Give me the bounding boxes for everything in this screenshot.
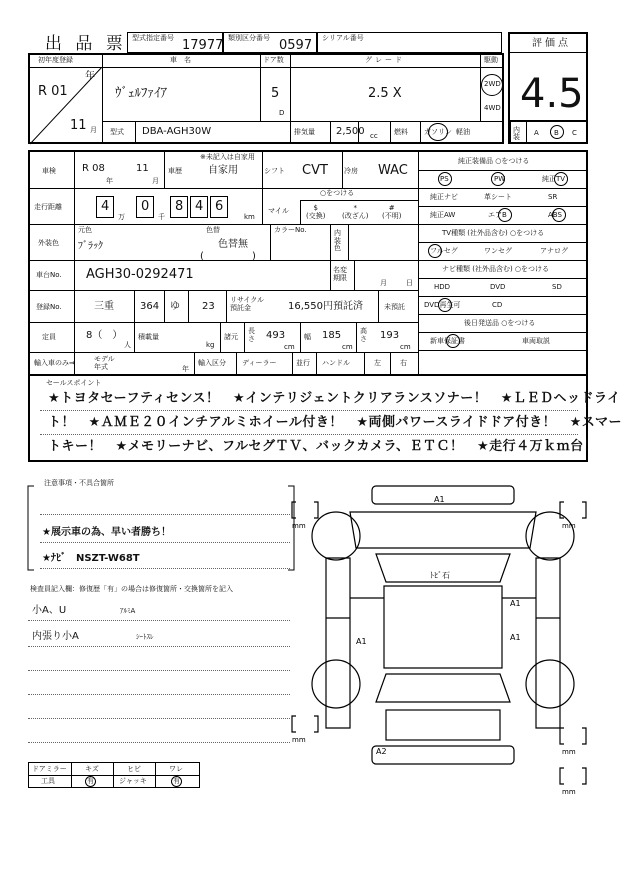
cc-unit: cc (370, 132, 378, 140)
height-cm: cm (400, 343, 411, 351)
genuine-title: 純正装備品 ○をつける (458, 157, 530, 165)
serial-label: シリアル番号 (322, 34, 364, 42)
reg-area: 三重 (94, 301, 114, 312)
equip-abs-circle (552, 208, 566, 222)
navi-dvd-circle (438, 298, 452, 312)
ac: WAC (378, 163, 408, 178)
sales-line-1: ★トヨタセーフティセンス！ ★インテリジェントクリアランスソナー！ ★ＬＥＤヘッドライ (48, 391, 621, 406)
inspection-label: 車検 (42, 167, 56, 175)
tv-title: TV種類 (社外品含む) ○をつける (442, 229, 545, 237)
ac-label: 冷房 (344, 167, 358, 175)
load-label: 積載量 (138, 333, 159, 341)
handle-right: 右 (400, 359, 407, 367)
reg-label: 登録No. (36, 303, 62, 311)
original-color: ﾌﾞﾗｯｸ (78, 241, 103, 252)
doors: 5 (271, 86, 280, 101)
mark-right-front-door: A1 (510, 599, 521, 608)
shift: CVT (302, 163, 328, 178)
type-no: 17977 (182, 38, 224, 53)
later-warranty-circle (446, 334, 460, 348)
inspector-row1-right: ｱﾙﾐA (120, 607, 136, 615)
legend-tools: 工具 (41, 777, 55, 785)
height-label: 高さ (360, 327, 367, 343)
car-name: ｳﾞｪﾙﾌｧｲｱ (115, 86, 167, 101)
chassis: AGH30-0292471 (86, 267, 194, 282)
grade-label: グレード (365, 56, 405, 64)
notes-label: 注意事項・不具合箇所 (44, 479, 114, 487)
note-line-1: ★展示車の為、早い者勝ち！ (42, 527, 171, 538)
legend-crack: ヒビ (127, 765, 141, 773)
sheet-title: 出 品 票 (45, 34, 127, 54)
equip-leather: 革シート (484, 193, 512, 201)
later-warranty: 新車保証書 (430, 337, 465, 345)
import-parallel: 並行 (296, 359, 310, 367)
equip-navi: 純正ナビ (430, 193, 458, 201)
paint-paren-close: ) (252, 251, 256, 262)
mileage-digit-4: 4 (195, 199, 204, 214)
equip-airbag: エアB (488, 211, 507, 219)
sales-label: セールスポイント (46, 379, 102, 387)
mileage-label: 走行距離 (34, 203, 62, 211)
navi-hdd: HDD (434, 283, 451, 291)
mileage-digit-1: 4 (101, 199, 110, 214)
equip-aw: 純正AW (430, 211, 456, 219)
width-label: 幅 (304, 333, 311, 341)
doors-label: ドア数 (263, 56, 284, 64)
inspection-month-unit: 月 (152, 177, 159, 185)
equip-pw-circle (491, 172, 505, 186)
mm-front-right: mm (562, 522, 576, 530)
inspection-month: 11 (136, 163, 149, 174)
sales-line-3: トキー！ ★メモリーナビ、フルセグＴＶ、バックカメラ、ＥＴＣ！ ★走行４万ｋｍ台！ (48, 439, 598, 454)
equip-ps-circle (438, 172, 452, 186)
tv-oneseg: ワンセグ (484, 247, 512, 255)
grade: 2.5 X (368, 86, 402, 101)
interior-circle-mark (550, 125, 564, 139)
legend-jack-circle (171, 776, 182, 787)
class-no-box (223, 32, 317, 53)
name-change-label: 名変期限 (333, 266, 347, 283)
sales-line-2: ト！ ★ＡＭＥ２０インチアルミホイール付き！ ★両側パワースライドドア付き！ ★スマー (48, 415, 622, 430)
chassis-label: 車台No. (36, 271, 62, 279)
model-year-label: モデル 年式 (94, 355, 115, 372)
paint: 色替無 (218, 239, 248, 250)
mileage-unit-km: km (244, 213, 255, 221)
mark-right-rear-door: A1 (510, 633, 521, 642)
drive-label: 駆動 (484, 56, 498, 64)
score: 4.5 (520, 71, 584, 117)
reg-no: 23 (202, 301, 215, 312)
unpaid: 未預託 (384, 303, 405, 311)
mm-bottom-right: mm (562, 788, 576, 796)
mileage-unit-man: 万 (118, 213, 125, 221)
mileage-unit-sen: 千 (158, 213, 165, 221)
inspection-era: R 08 (82, 163, 105, 174)
drive-4wd: 4WD (484, 104, 501, 112)
navi-title: ナビ種類 (社外品含む) ○をつける (442, 265, 550, 273)
vehicle-block (28, 53, 504, 144)
inspection-year-unit: 年 (106, 177, 113, 185)
class-no: 0597 (279, 38, 313, 53)
meter-swap: $ (交換) (306, 204, 326, 221)
legend-break: ワレ (169, 765, 183, 773)
name-change-month: 月 (380, 279, 387, 287)
meter-unknown: # (不明) (382, 204, 402, 221)
recycle: 16,550円預託済 (288, 301, 363, 312)
history: 自家用 (208, 165, 238, 176)
score-label: 評価点 (532, 38, 571, 49)
navi-cd: CD (492, 301, 503, 309)
year-unit: 年 (85, 71, 95, 82)
import-dealer: ディーラー (242, 359, 277, 367)
drive-2wd: 2WD (484, 80, 501, 88)
circle-note: ○をつける (320, 189, 355, 197)
mile-label: マイル (268, 207, 289, 215)
width: 185 (322, 330, 342, 341)
import-label: 輸入車のみ⇒ (34, 359, 75, 367)
navi-dvd-play: DVD再生可 (424, 301, 461, 309)
reg-class: 364 (140, 301, 160, 312)
class-no-label: 類別区分番号 (228, 34, 270, 42)
model-label: 型式 (110, 128, 124, 136)
legend-jack: ジャッキ (119, 777, 147, 785)
tv-analog: アナログ (540, 247, 568, 255)
original-color-label: 元色 (78, 226, 92, 234)
equip-ps: PS (440, 175, 449, 183)
len-label: 長さ (248, 327, 255, 343)
interior-color-label: 内装色 (334, 229, 341, 253)
type-no-box (127, 32, 223, 53)
color-no-label: カラーNo. (274, 226, 307, 234)
legend-tools-have: 有 (87, 777, 94, 785)
meter-modified: * (改ざん) (342, 204, 369, 221)
equip-sr: SR (548, 193, 558, 201)
reg-kana: ゆ (170, 301, 180, 312)
equip-abs: ABS (548, 211, 562, 219)
interior-grade-a: A (534, 129, 539, 137)
mark-windshield: ﾄﾋﾞ石 (430, 571, 450, 580)
handle-left: 左 (374, 359, 381, 367)
mark-rear-bumper: A2 (376, 747, 387, 756)
mark-front-bumper: A1 (434, 495, 445, 504)
mm-front-left: mm (292, 522, 306, 530)
type-no-label: 型式指定番号 (132, 34, 174, 42)
dims-label: 諸元 (224, 333, 238, 341)
color-label: 外装色 (38, 239, 59, 247)
height: 193 (380, 330, 400, 341)
mileage-digit-5: 6 (215, 199, 224, 214)
name-change-day: 日 (406, 279, 413, 287)
sales-block (28, 376, 622, 462)
first-reg-era: R 01 (38, 84, 68, 99)
first-reg-month: 11 (70, 118, 87, 133)
mm-rear-left: mm (292, 736, 306, 744)
interior-grade-b: B (554, 129, 559, 137)
inspector-label: 検査員記入欄：修復歴「有」の場合は修復箇所・交換箇所を記入 (30, 585, 233, 593)
model-year-unit: 年 (182, 365, 189, 373)
car-diagram (290, 478, 600, 818)
mileage-digit-3: 8 (175, 199, 184, 214)
legend-scratch: キズ (85, 765, 99, 773)
length: 493 (266, 330, 286, 341)
fuel-gasoline: ガソリン (424, 128, 452, 136)
capacity: 8（ ） (86, 330, 123, 341)
equip-tv: 純正TV (542, 175, 566, 183)
interior-box (508, 120, 588, 144)
navi-sd: SD (552, 283, 562, 291)
displacement: 2,500 (336, 126, 365, 137)
load-kg: kg (206, 341, 215, 349)
capacity-label: 定員 (42, 333, 56, 341)
paint-paren: ( (200, 251, 204, 262)
interior-grade-c: C (572, 129, 577, 137)
inspector-row1-left: 小A、U (32, 605, 67, 616)
month-unit: 月 (90, 126, 97, 134)
tv-fullseg-circle (428, 244, 442, 258)
legend-tools-circle (85, 776, 96, 787)
details-block (28, 150, 588, 376)
legend-jack-have: 有 (173, 777, 180, 785)
inspector-row2-left: 内張り小A (32, 631, 79, 642)
first-reg-label: 初年度登録 (38, 56, 73, 64)
mark-left-rear-door: A1 (356, 637, 367, 646)
fuel-label: 燃料 (394, 128, 408, 136)
legend-table (28, 762, 200, 788)
later-title: 後日発送品 ○をつける (464, 319, 536, 327)
history-note: ※未記入は自家用 (200, 153, 255, 161)
people-unit: 人 (124, 341, 131, 349)
equipment-panel (418, 152, 586, 374)
tv-fullseg: フルセグ (430, 247, 458, 255)
note-line-2: ★ﾅﾋﾞ NSZT-W68T (42, 553, 140, 564)
model: DBA-AGH30W (142, 126, 212, 137)
fuel-light-oil: 軽油 (456, 128, 470, 136)
equip-tv-circle (554, 172, 568, 186)
history-label: 車歴 (168, 167, 182, 175)
import-type-label: 輸入区分 (198, 359, 226, 367)
serial-box (317, 32, 502, 53)
navi-dvd: DVD (490, 283, 506, 291)
inspector-row2-right: ｼｰﾄｽﾚ (136, 633, 154, 641)
mileage-digit-2: 0 (141, 199, 150, 214)
mm-rear-right: mm (562, 748, 576, 756)
later-manual: 車両取説 (522, 337, 550, 345)
shift-label: シフト (264, 167, 285, 175)
car-name-label: 車 名 (170, 56, 191, 64)
width-cm: cm (342, 343, 353, 351)
equip-airbag-circle (498, 208, 512, 222)
legend-mirror: ドアミラー (32, 765, 67, 773)
displacement-label: 排気量 (294, 128, 315, 136)
equip-pw: PW (494, 175, 506, 183)
recycle-label: リサイクル 預託金 (230, 296, 265, 313)
paint-label: 色替 (206, 226, 220, 234)
fuel-circle-mark (428, 123, 448, 141)
length-cm: cm (284, 343, 295, 351)
door-type: D (279, 109, 285, 117)
handle-label: ハンドル (322, 359, 350, 367)
interior-label: 内装 (513, 126, 520, 141)
